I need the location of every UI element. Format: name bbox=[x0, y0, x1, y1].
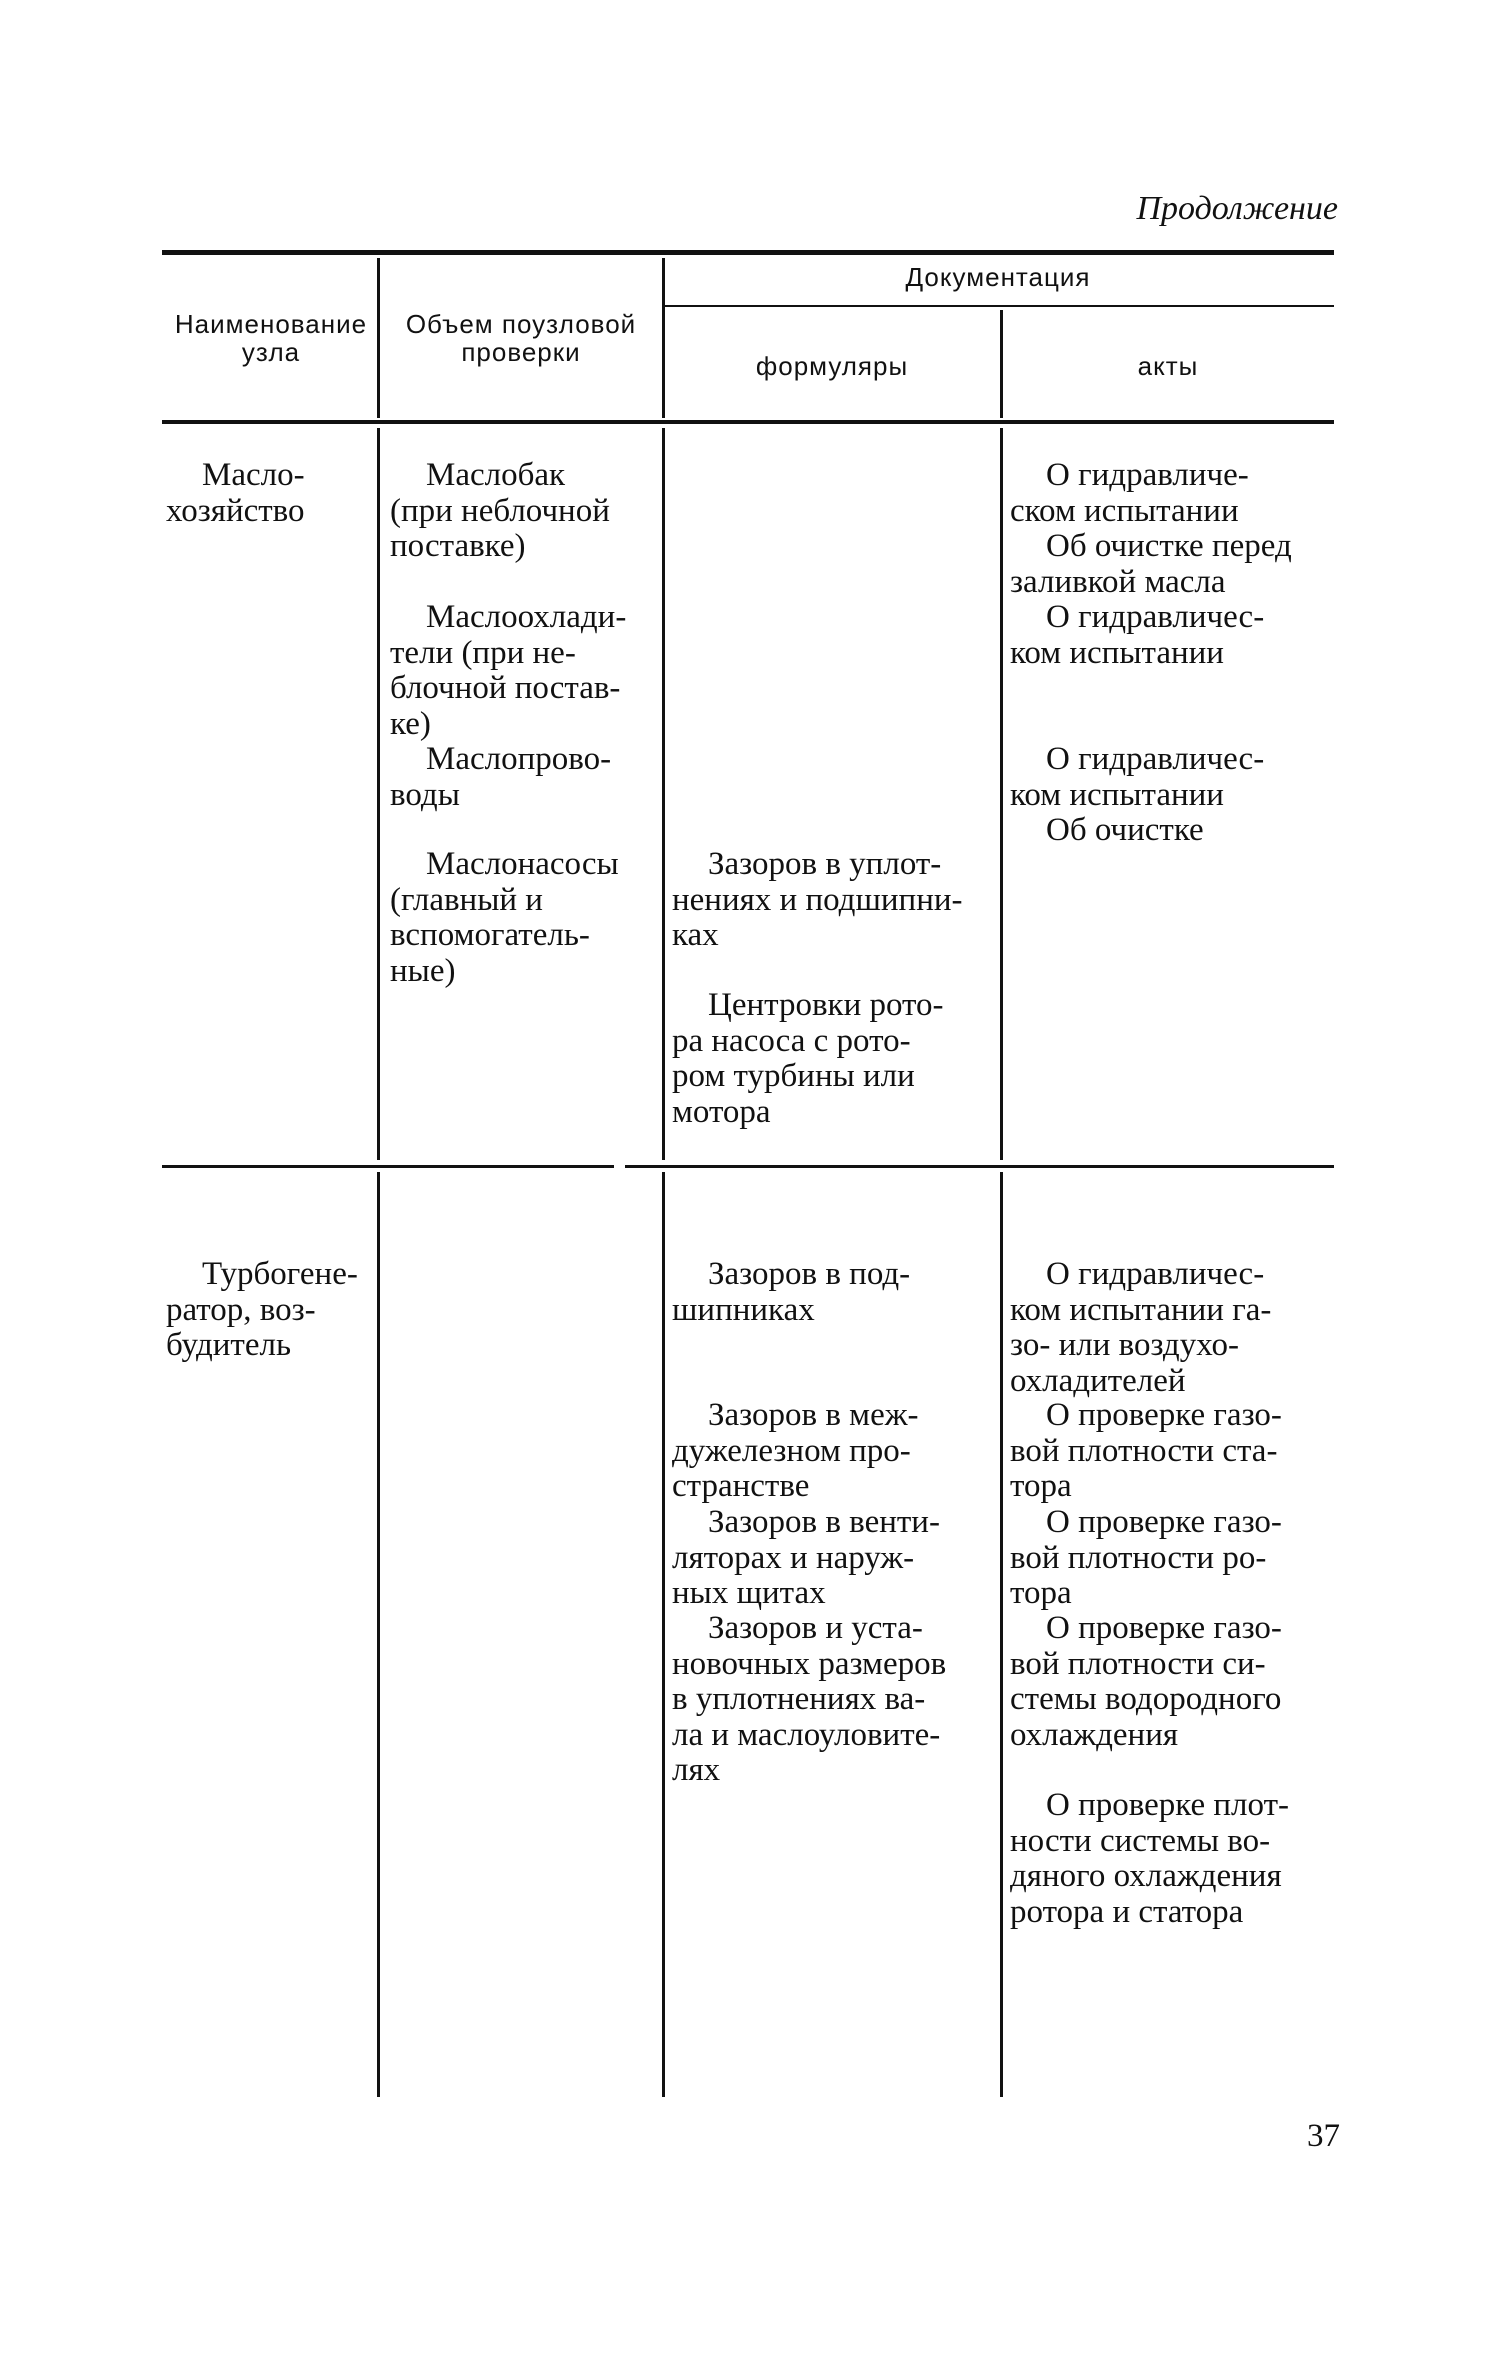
form-airgap: Зазоров в меж- дужелезном про- странстве bbox=[672, 1397, 919, 1504]
form-seal-bearing-gaps: Зазоров в уплот- нениях и подшипни- ках bbox=[672, 846, 963, 953]
oil-system-name bbox=[166, 458, 366, 529]
form-rotor-centering: Центровки рото- ра насоса с рото- ром турбины или мотора bbox=[672, 987, 944, 1130]
form-bearing-gaps: Зазоров в под- шипниках bbox=[672, 1256, 911, 1328]
act-hydrogen-system-tightness: О проверке газо- вой плотности си- стемы водородного охлаждения bbox=[1010, 1610, 1282, 1753]
continuation-caption: Продолжение bbox=[1136, 190, 1338, 227]
form-fan-gaps: Зазоров в венти- ляторах и наруж- ных щитах bbox=[672, 1504, 940, 1611]
act-pipes-hydraulic: О гидравличес- ком испытании bbox=[1010, 741, 1265, 813]
header-unit-name: Наименование узла bbox=[174, 309, 368, 367]
turbo-col-divider-3 bbox=[1000, 1172, 1003, 2097]
header-check-scope: Объем поузловой проверки bbox=[405, 309, 637, 367]
scope-oil-tank: Маслобак (при неблочной поставке) bbox=[390, 457, 610, 564]
scope-oil-pumps: Маслонасосы (главный и вспомогатель- ные) bbox=[390, 846, 619, 989]
act-coolers-hydraulic: О гидравличес- ком испытании bbox=[1010, 599, 1265, 671]
page-number: 37 bbox=[1307, 2118, 1340, 2154]
header-documentation: Документация bbox=[905, 262, 1091, 292]
header-forms: формуляры bbox=[755, 351, 909, 381]
header-col-divider-2 bbox=[662, 258, 665, 418]
oil-col-divider-2 bbox=[662, 428, 665, 1160]
form-seal-sizes: Зазоров и уста- новочных размеров в уплотнениях ва- ла и маслоуловите- лях bbox=[672, 1610, 947, 1788]
act-rotor-gas-tightness: О проверке газо- вой плотности ро- тора bbox=[1010, 1504, 1282, 1611]
section-divider-right bbox=[625, 1165, 1334, 1168]
scope-oil-pipes: Маслопрово- воды bbox=[390, 741, 612, 813]
header-bottom-rule bbox=[162, 420, 1334, 424]
act-pipes-cleaning: Об очистке bbox=[1046, 812, 1204, 848]
act-gas-air-coolers-hydraulic: О гидравличес- ком испытании га- зо- или воздухо- охладителей bbox=[1010, 1256, 1272, 1399]
scope-oil-coolers: Маслоохлади- тели (при не- блочной постав- ке) bbox=[390, 599, 627, 742]
act-water-cooling-tightness: О проверке плот- ности системы во- дяного охлаждения ротора и статора bbox=[1010, 1787, 1289, 1930]
oil-system-name-text: Масло- хозяйство bbox=[166, 457, 305, 529]
header-col-divider-1 bbox=[377, 258, 380, 418]
turbo-col-divider-2 bbox=[662, 1172, 665, 2097]
header-col-divider-3 bbox=[1000, 310, 1003, 418]
oil-col-divider-3 bbox=[1000, 428, 1003, 1160]
turbo-col-divider-1 bbox=[377, 1172, 380, 2097]
act-stator-gas-tightness: О проверке газо- вой плотности ста- тора bbox=[1010, 1397, 1282, 1504]
oil-col-divider-1 bbox=[377, 428, 380, 1160]
turbogenerator-name: Турбогене- ратор, воз- будитель bbox=[166, 1256, 358, 1363]
documentation-subrule bbox=[663, 305, 1334, 307]
act-tank-cleaning: Об очистке перед заливкой масла bbox=[1010, 528, 1292, 600]
header-acts: акты bbox=[1137, 351, 1199, 381]
table-top-rule bbox=[162, 250, 1334, 255]
section-divider-left bbox=[162, 1165, 614, 1168]
act-tank-hydraulic: О гидравличе- ском испытании bbox=[1010, 457, 1249, 529]
